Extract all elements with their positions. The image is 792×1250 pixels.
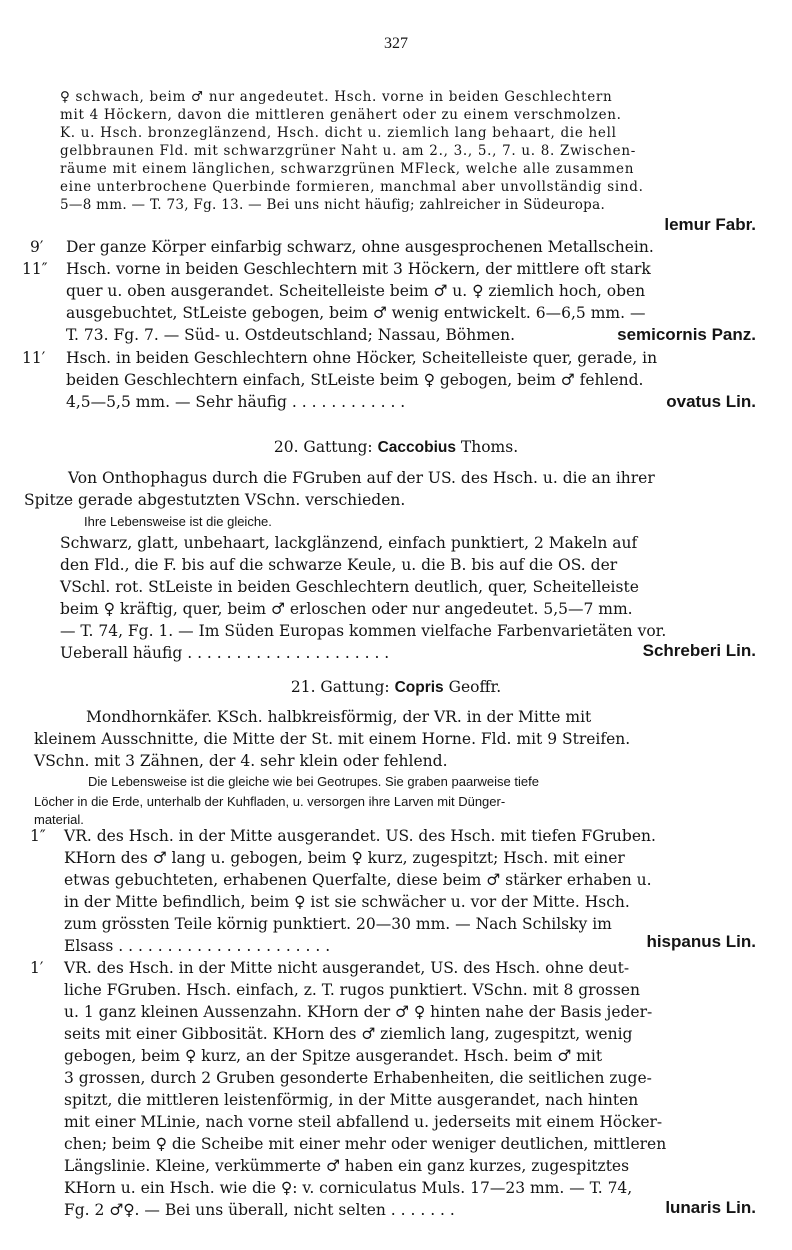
text-line: Ihre Lebensweise ist die gleiche.: [84, 514, 272, 529]
text-line: beim ♀ kräftig, quer, beim ♂ erloschen oder nur angedeutet. 5,5—7 mm.: [60, 600, 633, 618]
text-line: material.: [34, 812, 84, 827]
key-number: 1″: [30, 827, 46, 845]
text-line: T. 73. Fg. 7. — Süd- u. Ostdeutschland; Nassau, Böhmen.: [66, 326, 516, 344]
text-line: den Fld., die F. bis auf die schwarze Keule, u. die B. bis auf die OS. der: [60, 556, 618, 574]
text-line: etwas gebuchteten, erhabenen Querfalte, diese beim ♂ stärker erhaben u.: [64, 871, 652, 889]
text-line: eine unterbrochene Querbinde formieren, manchmal aber unvollständig sind.: [60, 179, 644, 195]
text-line: chen; beim ♀ die Scheibe mit einer mehr oder weniger deutlichen, mittleren: [64, 1135, 667, 1153]
text-line: VR. des Hsch. in der Mitte ausgerandet. US. des Hsch. mit tiefen FGruben.: [64, 827, 656, 845]
text-line: 5—8 mm. — T. 73, Fg. 13. — Bei uns nicht häufig; zahlreicher in Südeuropa.: [60, 197, 606, 213]
text-line: KHorn des ♂ lang u. gebogen, beim ♀ kurz, zugespitzt; Hsch. mit einer: [64, 849, 625, 867]
genus-author: Geoffr.: [448, 678, 502, 696]
text-line: quer u. oben ausgerandet. Scheitelleiste beim ♂ u. ♀ ziemlich hoch, oben: [66, 282, 646, 300]
text-line: Hsch. vorne in beiden Geschlechtern mit 3 Höckern, der mittlere oft stark: [66, 260, 651, 278]
genus-prefix: 21. Gattung:: [290, 678, 390, 696]
genus-heading-caccobius: [0, 437, 792, 458]
text-line: Ueberall häufig . . . . . . . . . . . . . . . . . . . . .: [60, 644, 390, 662]
key-number: 11″: [22, 260, 48, 278]
key-number: 11′: [22, 349, 46, 367]
genus-author: Thoms.: [460, 438, 519, 456]
text-line: 4,5—5,5 mm. — Sehr häufig . . . . . . . . . . . .: [66, 393, 406, 411]
species-hispanus: hispanus Lin.: [646, 932, 756, 951]
text-line: KHorn u. ein Hsch. wie die ♀: v. corniculatus Muls. 17—23 mm. — T. 74,: [64, 1179, 633, 1197]
text-line: K. u. Hsch. bronzeglänzend, Hsch. dicht u. ziemlich lang behaart, die hell: [60, 125, 617, 141]
text-line: Löcher in die Erde, unterhalb der Kuhfladen, u. versorgen ihre Larven mit Dünger-: [34, 794, 506, 809]
text-line: 3 grossen, durch 2 Gruben gesonderte Erhabenheiten, die seitlichen zuge-: [64, 1069, 652, 1087]
text-line: gebogen, beim ♀ kurz, an der Spitze ausgerandet. Hsch. beim ♂ mit: [64, 1047, 603, 1065]
text-line: beiden Geschlechtern einfach, StLeiste beim ♀ gebogen, beim ♂ fehlend.: [66, 371, 644, 389]
text-line: räume mit einem länglichen, schwarzgrünen MFleck, welche alle zusammen: [60, 161, 635, 177]
text-line: Schwarz, glatt, unbehaart, lackglänzend, einfach punktiert, 2 Makeln auf: [60, 534, 638, 552]
genus-prefix: 20. Gattung:: [273, 438, 373, 456]
text-line: u. 1 ganz kleinen Aussenzahn. KHorn der ♂ ♀ hinten nahe der Basis jeder-: [64, 1003, 653, 1021]
species-lemur: lemur Fabr.: [664, 215, 756, 234]
text-line: VSchn. mit 3 Zähnen, der 4. sehr klein oder fehlend.: [34, 752, 448, 770]
text-line: ♀ schwach, beim ♂ nur angedeutet. Hsch. vorne in beiden Geschlechtern: [60, 89, 613, 105]
text-line: mit 4 Höckern, davon die mittleren genähert oder zu einem verschmolzen.: [60, 107, 622, 123]
text-line: Fg. 2 ♂♀. — Bei uns überall, nicht selten . . . . . . .: [64, 1201, 455, 1219]
text-line: in der Mitte befindlich, beim ♀ ist sie schwächer u. vor der Mitte. Hsch.: [64, 893, 630, 911]
text-line: gelbbraunen Fld. mit schwarzgrüner Naht u. am 2., 3., 5., 7. u. 8. Zwischen-: [60, 143, 636, 159]
genus-name: Copris: [394, 679, 444, 696]
text-line: mit einer MLinie, nach vorne steil abfallend u. jederseits mit einem Höcker-: [64, 1113, 663, 1131]
key-number: 9′: [30, 238, 44, 256]
text-line: kleinem Ausschnitte, die Mitte der St. mit einem Horne. Fld. mit 9 Streifen.: [34, 730, 631, 748]
text-line: liche FGruben. Hsch. einfach, z. T. rugos punktiert. VSchn. mit 8 grossen: [64, 981, 640, 999]
key-number: 1′: [30, 959, 44, 977]
text-line: VSchl. rot. StLeiste in beiden Geschlechtern deutlich, quer, Scheitelleiste: [60, 578, 639, 596]
key-text: Der ganze Körper einfarbig schwarz, ohne ausgesprochenen Metallschein.: [66, 238, 654, 256]
genus-name: Caccobius: [377, 439, 456, 456]
text-line: Mondhornkäfer. KSch. halbkreisförmig, der VR. in der Mitte mit: [86, 708, 592, 726]
text-line: Von Onthophagus durch die FGruben auf der US. des Hsch. u. die an ihrer: [68, 469, 655, 487]
species-schreberi: Schreberi Lin.: [642, 641, 756, 660]
page-number: 327: [384, 35, 408, 52]
text-line: spitzt, die mittleren leistenförmig, in der Mitte ausgerandet, nach hinten: [64, 1091, 639, 1109]
text-line: Spitze gerade abgestutzten VSchn. verschieden.: [24, 491, 406, 509]
text-line: seits mit einer Gibbosität. KHorn des ♂ ziemlich lang, zugespitzt, wenig: [64, 1025, 633, 1043]
text-line: Elsass . . . . . . . . . . . . . . . . . . . . . .: [64, 937, 331, 955]
species-ovatus: ovatus Lin.: [666, 392, 756, 411]
text-line: Längslinie. Kleine, verkümmerte ♂ haben ein ganz kurzes, zugespitztes: [64, 1157, 630, 1175]
text-line: zum grössten Teile körnig punktiert. 20—30 mm. — Nach Schilsky im: [64, 915, 612, 933]
text-line: ausgebuchtet, StLeiste gebogen, beim ♂ wenig entwickelt. 6—6,5 mm. —: [66, 304, 646, 322]
species-lunaris: lunaris Lin.: [665, 1198, 756, 1217]
text-line: VR. des Hsch. in der Mitte nicht ausgerandet, US. des Hsch. ohne deut-: [64, 959, 630, 977]
species-semicornis: semicornis Panz.: [617, 325, 756, 344]
text-line: Hsch. in beiden Geschlechtern ohne Höcker, Scheitelleiste quer, gerade, in: [66, 349, 658, 367]
text-line: Die Lebensweise ist die gleiche wie bei Geotrupes. Sie graben paarweise tiefe: [88, 774, 539, 789]
genus-heading-copris: [0, 677, 792, 698]
text-line: — T. 74, Fg. 1. — Im Süden Europas kommen vielfache Farbenvarietäten vor.: [60, 622, 667, 640]
